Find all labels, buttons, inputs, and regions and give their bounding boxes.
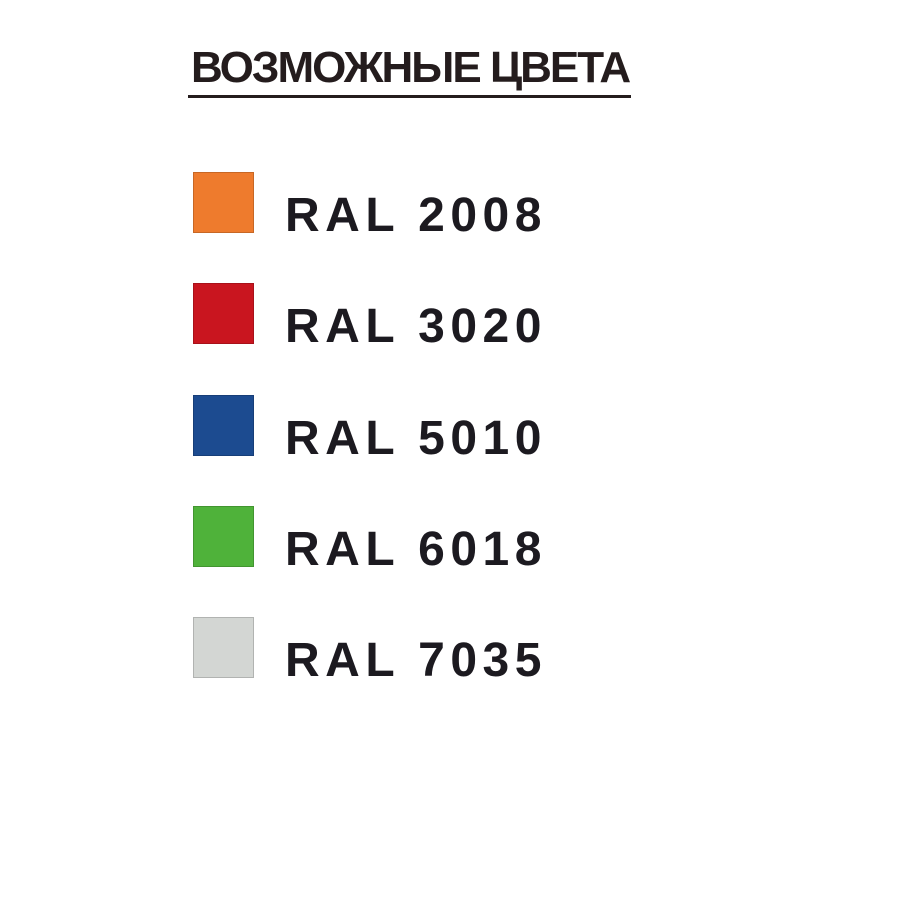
color-swatch-ral-5010 <box>193 395 254 456</box>
page-title: ВОЗМОЖНЫЕ ЦВЕТА <box>191 43 630 92</box>
color-row-ral-2008 <box>193 172 547 242</box>
color-swatch-ral-7035 <box>193 617 254 678</box>
color-row-ral-5010 <box>193 395 547 465</box>
title-underline <box>188 95 631 98</box>
color-swatch-ral-3020 <box>193 283 254 344</box>
color-label-ral-7035: RAL 7035 <box>285 634 547 687</box>
color-row-ral-7035 <box>193 617 547 687</box>
color-label-ral-2008: RAL 2008 <box>285 189 547 242</box>
color-row-ral-6018 <box>193 506 547 576</box>
color-label-ral-3020: RAL 3020 <box>285 300 547 353</box>
color-swatch-ral-2008 <box>193 172 254 233</box>
color-swatch-ral-6018 <box>193 506 254 567</box>
color-row-ral-3020 <box>193 283 547 353</box>
color-label-ral-6018: RAL 6018 <box>285 523 547 576</box>
color-label-ral-5010: RAL 5010 <box>285 412 547 465</box>
